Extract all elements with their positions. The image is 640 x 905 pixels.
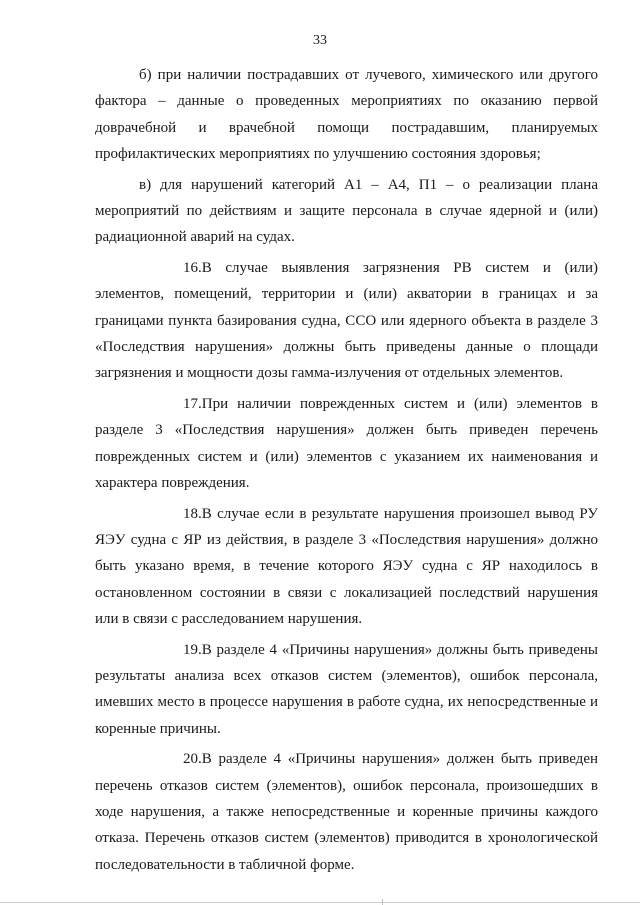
paragraph-text: В случае если в результате нарушения произошел вывод РУ ЯЭУ судна с ЯР из действия, в разделе 3 «Последствия нарушения» должно быть указано время, в течение которого ЯЭУ судна с ЯР находилось в остановленном состоянии в связи с локализацией последствий нарушения или в связи с расследованием нарушения. [95, 505, 598, 628]
paragraph-19 [95, 637, 598, 743]
paragraph-17 [95, 391, 598, 497]
paragraph-text: в) для нарушений категорий А1 – А4, П1 – о реализации плана мероприятий по действиям и защите персонала в случае ядерной и (или) радиационной аварий на судах. [95, 176, 598, 246]
paragraph-18 [95, 501, 598, 633]
scan-edge-line [0, 902, 640, 903]
paragraph-number: 17. [183, 395, 202, 412]
paragraph-b [95, 62, 598, 168]
paragraph-text: В разделе 4 «Причины нарушения» должны быть приведены результаты анализа всех отказов систем (элементов), ошибок персонала, имевших место в процессе нарушения в работе судна, их непосредственные и коренные причины. [95, 641, 598, 737]
paragraph-20 [95, 746, 598, 878]
paragraph-number: 18. [183, 505, 202, 522]
paragraph-text: В случае выявления загрязнения РВ систем и (или) элементов, помещений, территории и (или) акватории в границах и за границами пункта базирования судна, ССО или ядерного объекта в разделе 3 «Последствия нарушения» должны быть приведены данные о площади загрязнения и мощности дозы гамма-излучения от отдельных элементов. [95, 259, 598, 382]
scan-edge-tick [382, 899, 383, 905]
paragraph-number: 19. [183, 641, 202, 658]
body-text [95, 62, 598, 882]
paragraph-16 [95, 255, 598, 387]
paragraph-v [95, 172, 598, 251]
paragraph-text: б) при наличии пострадавших от лучевого, химического или другого фактора – данные о проведенных мероприятиях по оказанию первой доврачебной и врачебной помощи пострадавшим, планируемых профилактических мероприятиях по улучшению состояния здоровья; [95, 67, 598, 163]
paragraph-number: 16. [183, 259, 202, 276]
page-number: 33 [313, 33, 327, 48]
paragraph-text: При наличии поврежденных систем и (или) элементов в разделе 3 «Последствия нарушения» должен быть приведен перечень поврежденных систем и (или) элементов с указанием их наименования и характера повреждения. [95, 395, 598, 492]
paragraph-number: 20. [183, 751, 202, 768]
paragraph-text: В разделе 4 «Причины нарушения» должен быть приведен перечень отказов систем (элементов), ошибок персонала, произошедших в ходе нарушения, а также непосредственные и коренные причины каждого отказа. Перечень отказов систем (элементов) приводится в хронологической последовательности в табличной форме. [95, 751, 598, 873]
